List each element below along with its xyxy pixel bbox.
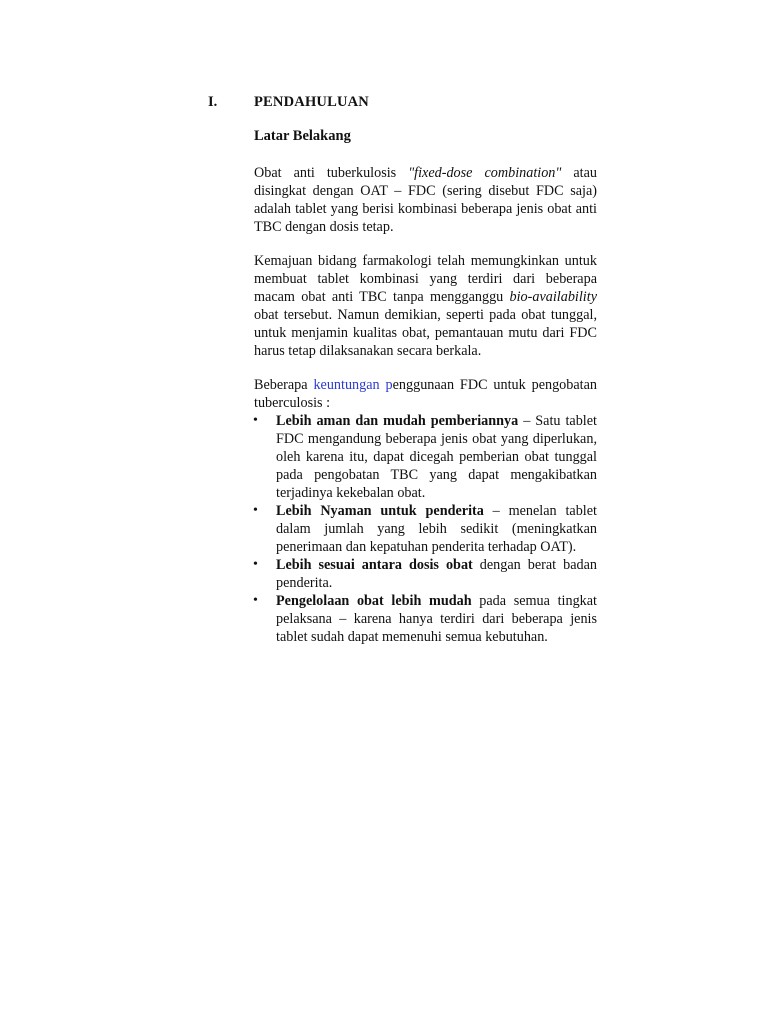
para3-text-a: Beberapa (254, 377, 314, 393)
list-item-bold: Lebih Nyaman untuk penderita (276, 503, 484, 519)
paragraph-pharmacology (254, 252, 597, 360)
para3-text-b: enggunaan FDC untuk pengobatan tuberculosis : (254, 377, 597, 411)
para2-text-a: Kemajuan bidang farmakologi telah memungkinkan untuk membuat tablet kombinasi yang terdiri dari beberapa macam obat anti TBC tanpa mengganggu (254, 253, 597, 305)
bullet-icon: • (253, 593, 258, 608)
keuntungan-link[interactable]: keuntungan (313, 377, 380, 393)
list-item-text: – menelan tablet dalam jumlah yang lebih sedikit (meningkatkan penerimaan dan kepatuhan penderita terhadap OAT). (276, 503, 597, 555)
list-item (254, 592, 597, 646)
subtitle: Latar Belakang (254, 128, 351, 144)
document-body (254, 127, 597, 646)
para2-italic: bio-availability (509, 289, 597, 305)
bullet-icon: • (253, 503, 258, 518)
list-item (254, 556, 597, 592)
section-number: I. (208, 94, 218, 110)
paragraph-benefits-intro (254, 376, 597, 412)
para1-text-a: Obat anti tuberkulosis (254, 165, 409, 181)
para1-text-b: atau disingkat dengan OAT – FDC (sering disebut FDC saja) adalah tablet yang berisi kombinasi beberapa jenis obat anti TBC dengan dosis tetap. (254, 165, 597, 235)
list-item-text: dengan berat badan penderita. (276, 557, 597, 591)
para1-italic: "fixed-dose combination" (408, 165, 562, 181)
list-item (254, 502, 597, 556)
list-item-bold: Lebih sesuai antara dosis obat (276, 557, 473, 573)
section-title: PENDAHULUAN (254, 94, 369, 110)
benefits-list (254, 412, 597, 646)
list-item-text: – Satu tablet FDC mengandung beberapa jenis obat yang diperlukan, oleh karena itu, dapat dicegah pemberian obat tunggal pada pengobatan TBC yang dapat mengakibatkan terjadinya kekebalan obat. (276, 413, 597, 501)
list-item-bold: Pengelolaan obat lebih mudah (276, 593, 472, 609)
paragraph-definition (254, 164, 597, 236)
list-item-text: pada semua tingkat pelaksana – karena hanya terdiri dari beberapa jenis tablet sudah dapat memenuhi semua kebutuhan. (276, 593, 597, 645)
bullet-icon: • (253, 413, 258, 428)
list-item (254, 412, 597, 502)
list-item-bold: Lebih aman dan mudah pemberiannya (276, 413, 519, 429)
bullet-icon: • (253, 557, 258, 572)
para2-text-b: obat tersebut. Namun demikian, seperti pada obat tunggal, untuk menjamin kualitas obat, pemantauan mutu dari FDC harus tetap dilaksanakan secara berkala. (254, 307, 597, 359)
penggunaan-link[interactable]: p (385, 377, 393, 393)
